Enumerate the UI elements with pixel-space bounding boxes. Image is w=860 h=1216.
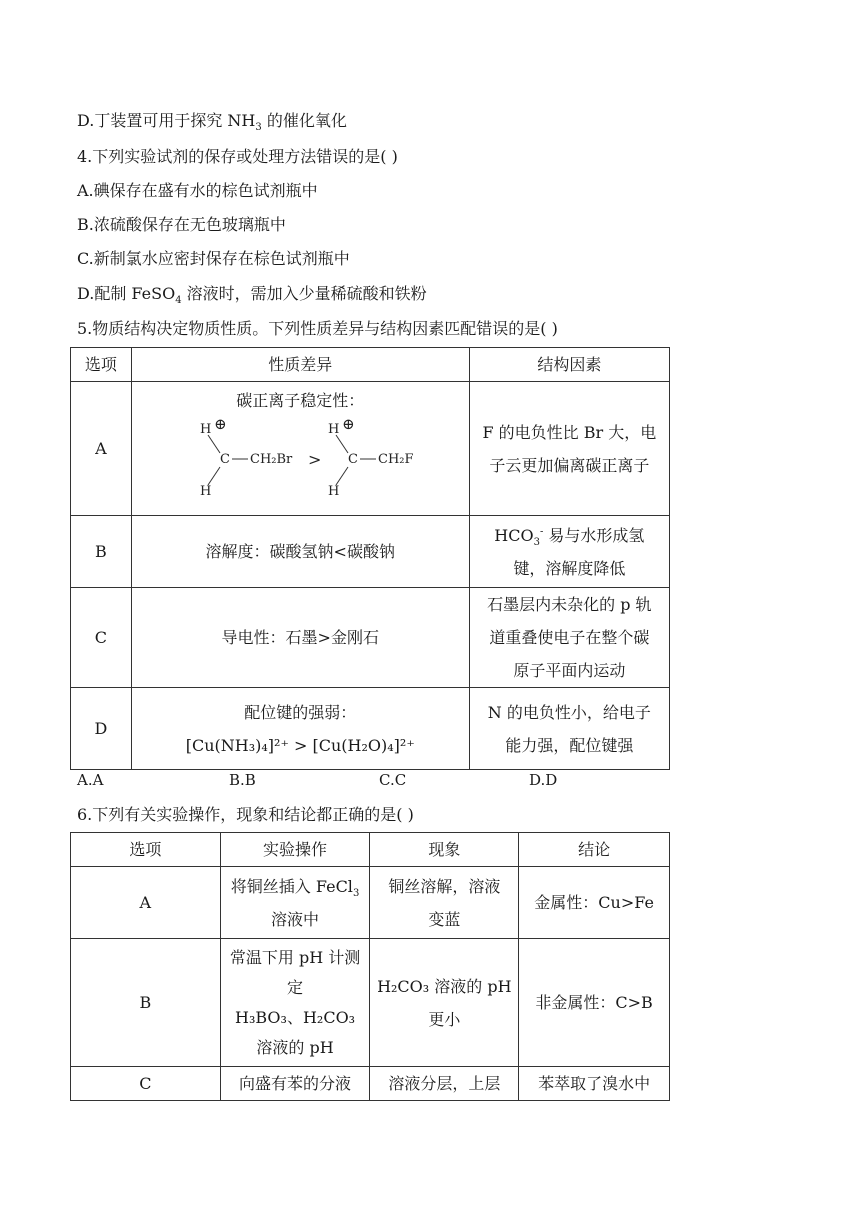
text-line: 配位键的强弱：	[244, 702, 357, 722]
operation-cell: 向盛有苯的分液	[220, 1067, 370, 1101]
bond	[208, 467, 220, 485]
h-atom: H	[200, 422, 212, 437]
property-cell: 导电性：石墨>金刚石	[131, 588, 469, 688]
q5-table	[70, 347, 670, 770]
text-line: 铜丝溶解，溶液	[388, 876, 501, 896]
text-line: 能力强，配位键强	[505, 735, 634, 755]
text-line	[476, 519, 663, 552]
header-cell: 选项	[71, 833, 221, 867]
q5-option-c: C.C	[379, 771, 407, 789]
text: 易与水形成氢	[543, 525, 645, 545]
bond	[336, 467, 348, 485]
q4-option-c: C.新制氯水应密封保存在棕色试剂瓶中	[77, 249, 350, 268]
table-row	[71, 516, 670, 588]
text: D.丁装置可用于探究 NH	[77, 111, 256, 130]
text-line: 石墨层内未杂化的 p 轨	[487, 595, 652, 614]
text-line: 原子平面内运动	[513, 661, 626, 680]
q4-option-d	[77, 281, 427, 307]
q5-option-a: A.A	[77, 771, 104, 789]
phenomenon-cell	[370, 939, 519, 1067]
conclusion-cell: 非金属性：C>B	[519, 939, 670, 1067]
h-atom: H	[328, 484, 340, 499]
text-line: 道重叠使电子在整个碳	[489, 628, 650, 647]
option-cell: B	[71, 516, 132, 588]
structure-cell	[469, 516, 669, 588]
text-line: 溶液的 pH	[256, 1037, 334, 1057]
carbocation-structures	[150, 417, 450, 501]
text-line: 溶液中	[271, 909, 320, 929]
plus-charge: ⊕	[342, 417, 355, 433]
subscript: 3	[533, 536, 540, 548]
phenomenon-cell	[370, 867, 519, 939]
text: 溶液时，需加入少量稀硫酸和铁粉	[181, 284, 427, 303]
prop-title: 碳正离子稳定性：	[236, 391, 365, 410]
subscript: 4	[175, 295, 182, 307]
complex-formula: [Cu(NH₃)₄]²⁺ > [Cu(H₂O)₄]²⁺	[185, 735, 415, 755]
c-atom: C	[220, 452, 231, 467]
phenomenon-cell: 溶液分层，上层	[370, 1067, 519, 1101]
structure-cell	[469, 382, 669, 516]
structure-cell	[469, 688, 669, 770]
table-row	[71, 867, 670, 939]
property-cell: 溶解度：碳酸氢钠<碳酸钠	[131, 516, 469, 588]
text-line: F 的电负性比 Br 大，电	[482, 422, 657, 442]
plus-charge: ⊕	[214, 417, 227, 433]
text-line: 子云更加偏离碳正离子	[489, 455, 650, 475]
option-cell: C	[71, 1067, 221, 1101]
text-line: 定	[287, 977, 304, 997]
group-label: CH₂Br	[250, 452, 293, 467]
header-cell: 选项	[71, 348, 132, 382]
header-cell: 性质差异	[131, 348, 469, 382]
header-cell: 实验操作	[220, 833, 370, 867]
question-6: 6.下列有关实验操作，现象和结论都正确的是( )	[77, 805, 414, 824]
q5-option-b: B.B	[229, 771, 256, 789]
question-5: 5.物质结构决定物质性质。下列性质差异与结构因素匹配错误的是( )	[77, 319, 558, 338]
subscript: 3	[255, 122, 262, 134]
q5-option-d: D.D	[529, 771, 558, 789]
table-row	[71, 588, 670, 688]
text-line: 更小	[428, 1009, 461, 1029]
operation-cell	[220, 867, 370, 939]
text-line: H₃BO₃、H₂CO₃	[235, 1007, 356, 1027]
text-line: 键，溶解度降低	[513, 558, 626, 578]
table-header-row	[71, 833, 670, 867]
text: 的催化氧化	[261, 111, 347, 130]
table-row	[71, 1067, 670, 1101]
h-atom: H	[200, 484, 212, 499]
text-line: 常温下用 pH 计测	[229, 947, 361, 967]
text-line	[227, 870, 364, 903]
table-row	[71, 688, 670, 770]
option-d-line	[77, 108, 347, 134]
operation-cell	[220, 939, 370, 1067]
bond	[336, 435, 348, 453]
text: D.配制 FeSO	[77, 284, 176, 303]
property-cell	[131, 382, 469, 516]
header-cell: 现象	[370, 833, 519, 867]
property-cell	[131, 688, 469, 770]
conclusion-cell: 金属性：Cu>Fe	[519, 867, 670, 939]
greater-than: >	[308, 450, 322, 469]
option-cell: D	[71, 688, 132, 770]
option-cell: A	[71, 382, 132, 516]
subscript: 3	[352, 887, 360, 899]
conclusion-cell: 苯萃取了溴水中	[519, 1067, 670, 1101]
q4-option-b: B.浓硫酸保存在无色玻璃瓶中	[77, 215, 286, 234]
question-4: 4.下列实验试剂的保存或处理方法错误的是( )	[77, 147, 398, 166]
table-header-row	[71, 348, 670, 382]
table-row	[71, 939, 670, 1067]
header-cell: 结构因素	[469, 348, 669, 382]
option-cell: B	[71, 939, 221, 1067]
option-cell: C	[71, 588, 132, 688]
text: 将铜丝插入 FeCl	[230, 876, 353, 896]
bond	[208, 435, 220, 453]
group-label: CH₂F	[378, 452, 414, 467]
c-atom: C	[348, 452, 359, 467]
h-atom: H	[328, 422, 340, 437]
text-line: N 的电负性小，给电子	[487, 702, 651, 722]
superscript: -	[539, 526, 544, 538]
table-row	[71, 382, 670, 516]
option-cell: A	[71, 867, 221, 939]
header-cell: 结论	[519, 833, 670, 867]
text-line: 变蓝	[428, 909, 461, 929]
q4-option-a: A.碘保存在盛有水的棕色试剂瓶中	[77, 181, 318, 200]
structure-cell	[469, 588, 669, 688]
q6-table	[70, 832, 670, 1101]
text-line: H₂CO₃ 溶液的 pH	[377, 976, 512, 996]
text: HCO	[494, 525, 534, 545]
